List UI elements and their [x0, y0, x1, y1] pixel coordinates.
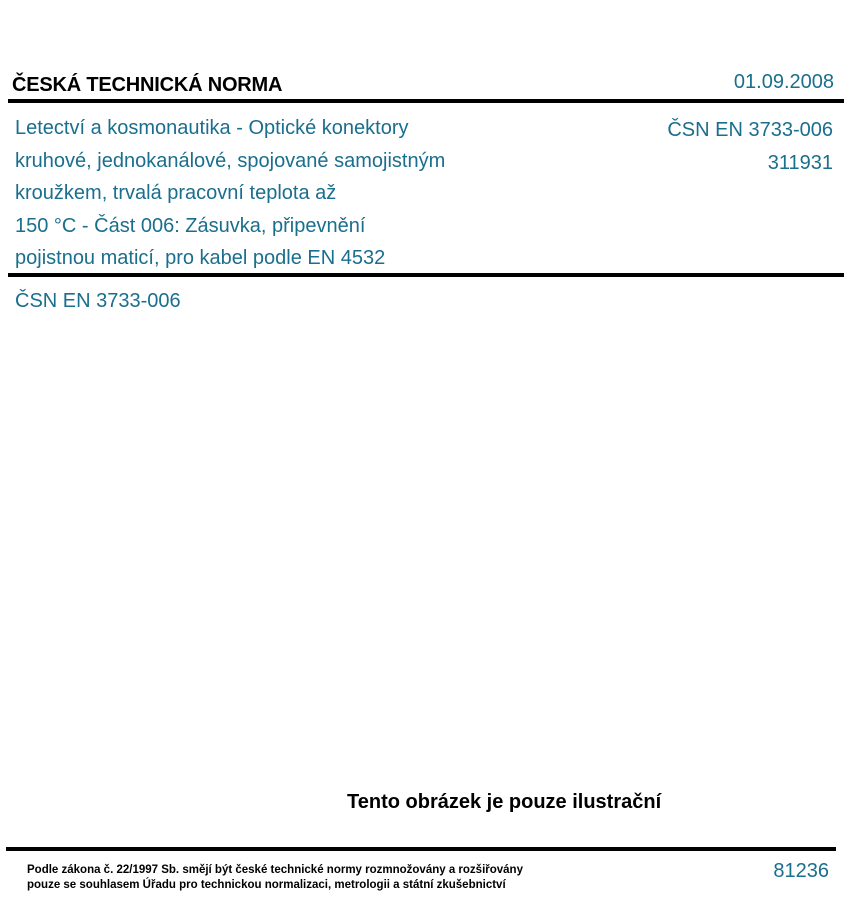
standard-subject [15, 112, 535, 275]
catalog-number: 81236 [773, 860, 829, 882]
legal-notice-line: pouze se souhlasem Úřadu pro technickou normalizaci, metrologii a státní zkušebnictví [27, 879, 506, 891]
publication-date: 01.09.2008 [733, 71, 834, 93]
classification-number: 311931 [767, 151, 833, 174]
legal-notice [27, 863, 523, 893]
subject-divider [8, 273, 844, 277]
standard-number: ČSN EN 3733-006 [667, 119, 833, 141]
legal-notice-line: Podle zákona č. 22/1997 Sb. smějí být české technické normy rozmnožovány a rozšiřovány [27, 864, 523, 876]
subject-line: kruhové, jednokanálové, spojované samojistným [15, 149, 446, 172]
subject-line: pojistnou maticí, pro kabel podle EN 4532 [15, 247, 386, 269]
document-type-title: ČESKÁ TECHNICKÁ NORMA [12, 74, 283, 96]
subject-line: Letectví a kosmonautika - Optické konektory [15, 117, 409, 139]
subject-line: kroužkem, trvalá pracovní teplota až [15, 182, 337, 204]
standard-reference: ČSN EN 3733-006 [15, 290, 181, 312]
footer-divider [6, 847, 836, 851]
header-divider [8, 99, 844, 103]
subject-line: 150 °C - Část 006: Zásuvka, připevnění [15, 214, 366, 237]
illustration-caption: Tento obrázek je pouze ilustrační [347, 791, 662, 813]
standard-code-block [667, 114, 833, 179]
